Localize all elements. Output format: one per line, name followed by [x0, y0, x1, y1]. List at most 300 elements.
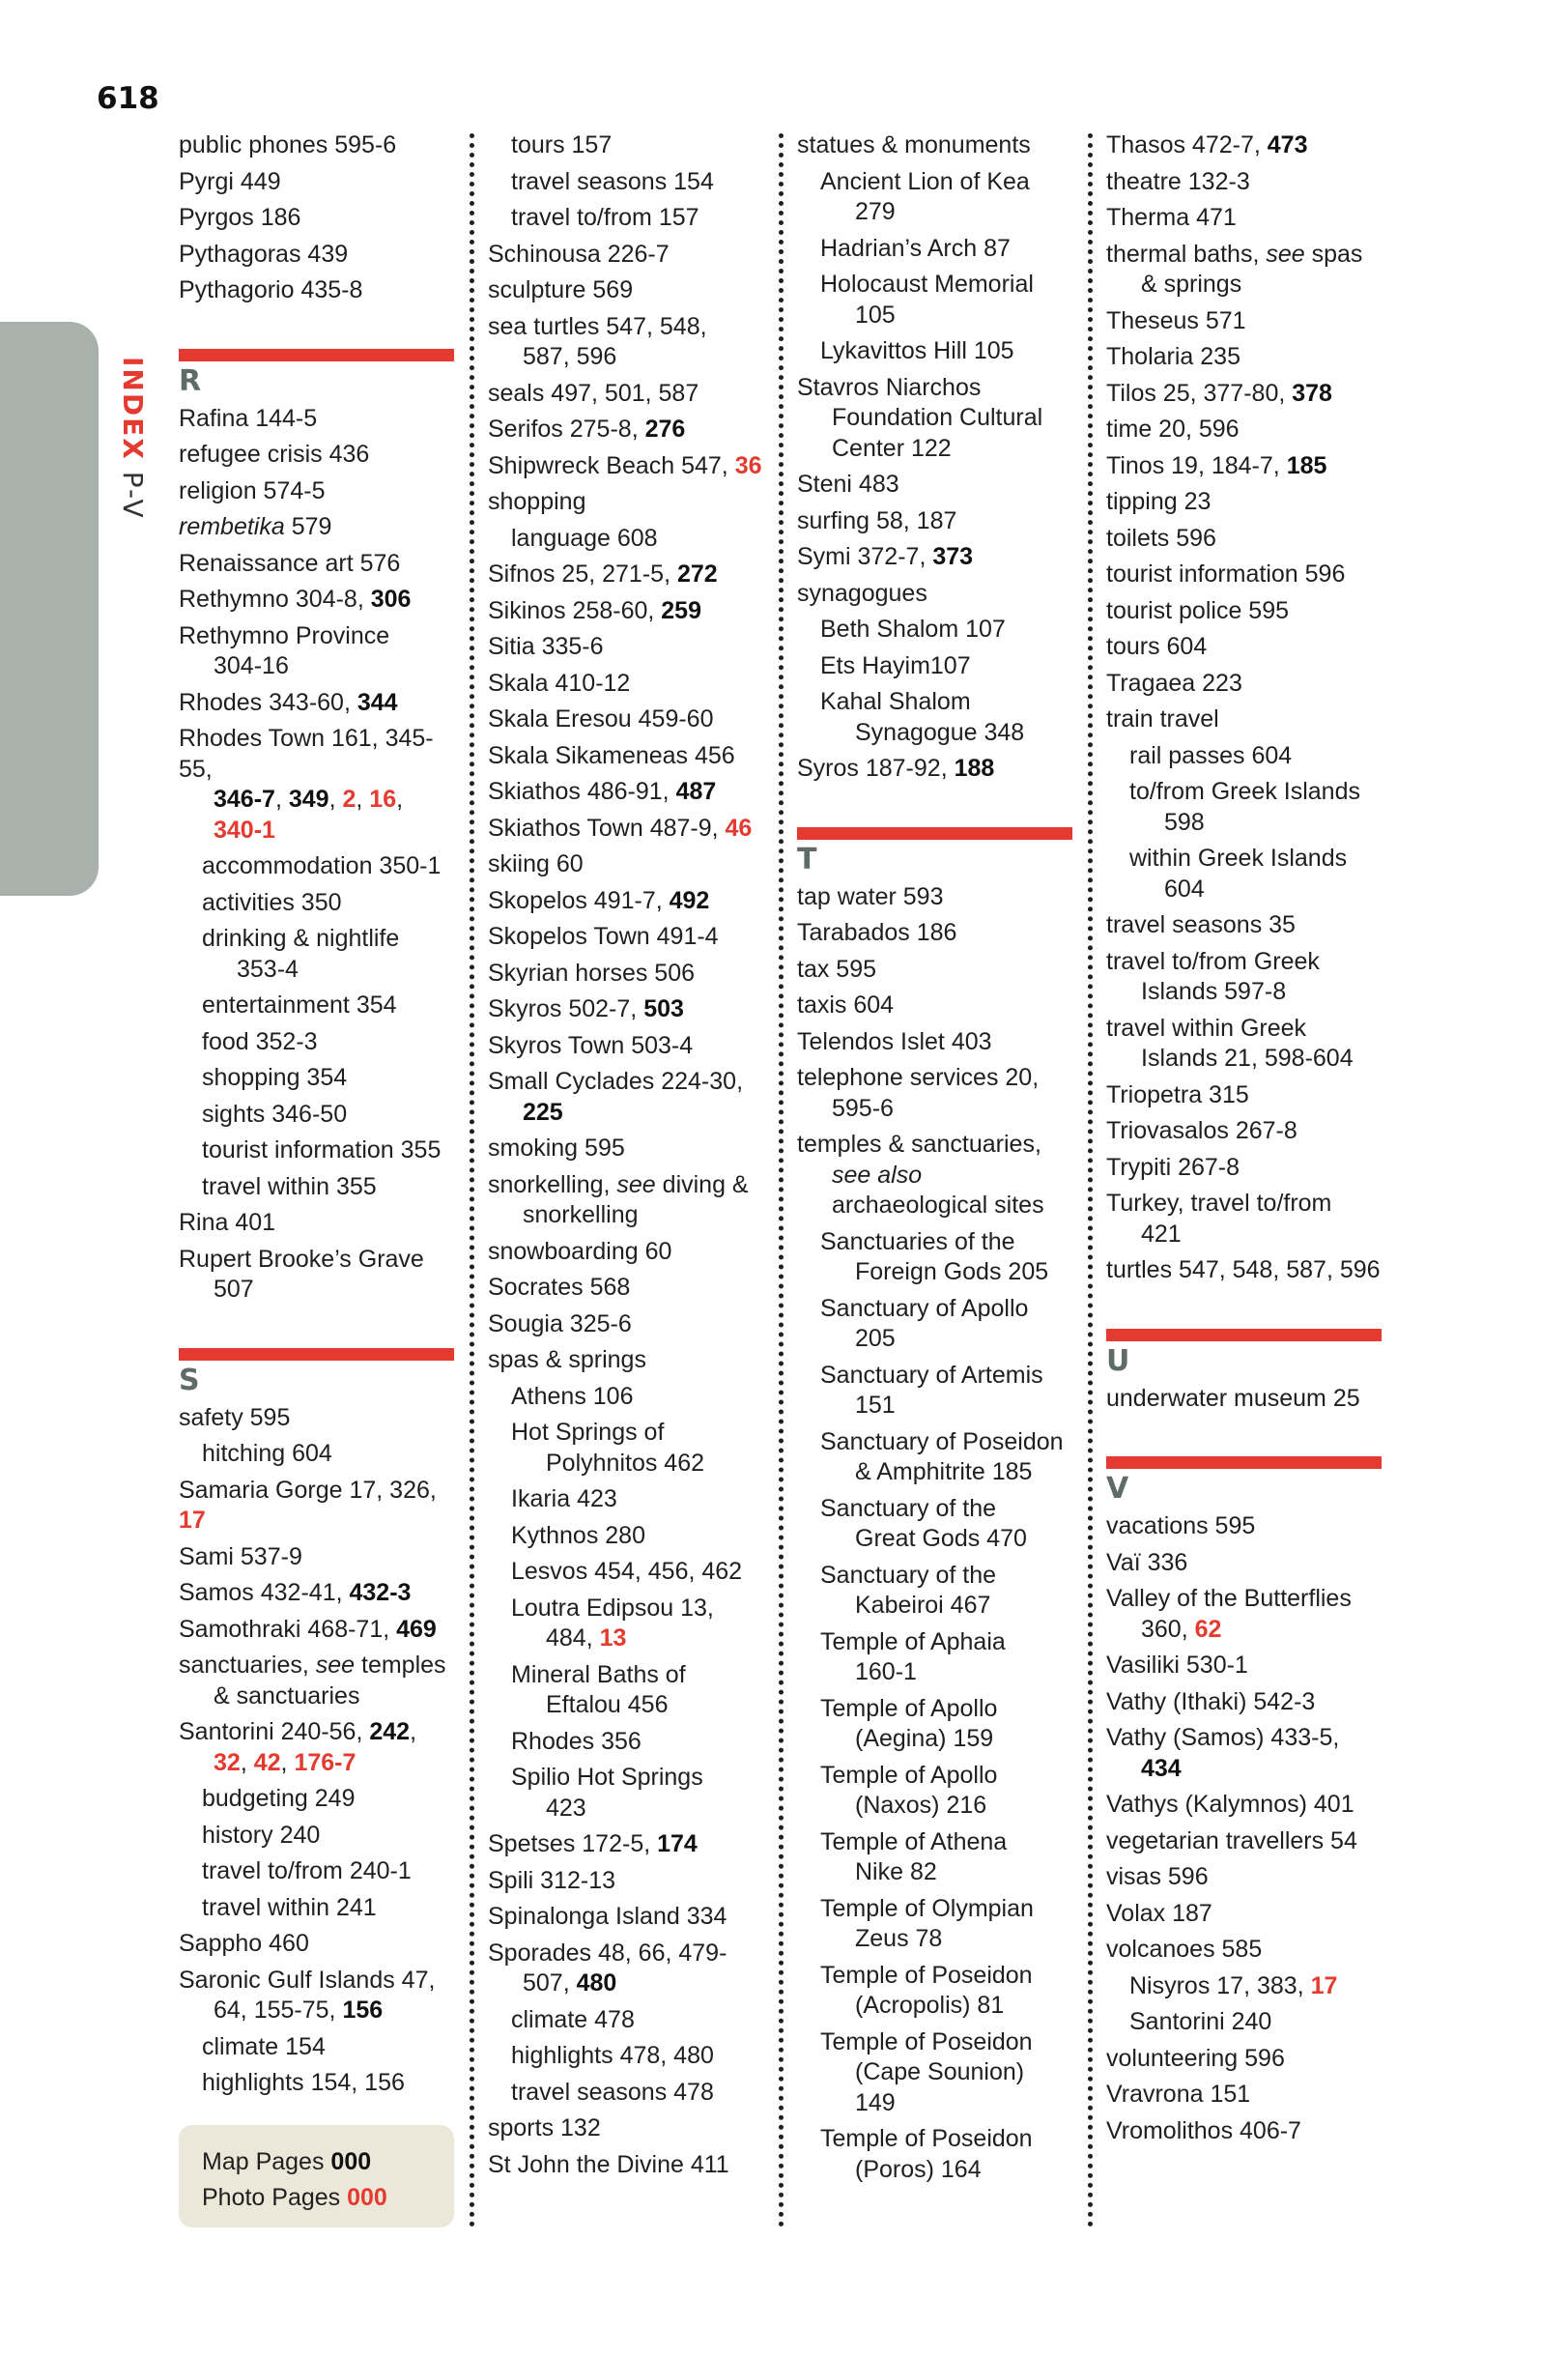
entry-text: Temple of Poseidon	[820, 1961, 1033, 1989]
index-subentry	[797, 234, 1077, 265]
index-subentry	[179, 1893, 454, 1924]
index-column-3	[797, 130, 1077, 2191]
page-ref-bold: 306	[370, 586, 412, 613]
entry-text: tourist information 355	[202, 1136, 442, 1164]
index-entry	[797, 1063, 1077, 1124]
entry-line	[488, 1171, 749, 1198]
entry-text: travel within Greek	[1106, 1014, 1307, 1042]
index-subentry	[179, 851, 454, 882]
index-subentry	[1106, 741, 1386, 772]
index-entry	[1106, 342, 1386, 373]
entry-text: public phones 595-6	[179, 131, 397, 158]
index-entry	[488, 2113, 768, 2144]
entry-text: Synagogue 348	[855, 718, 1025, 746]
entry-text: food 352-3	[202, 1027, 318, 1055]
entry-text: 151	[855, 1392, 896, 1419]
entry-text: Skala Sikameneas 456	[488, 741, 735, 769]
map-pages-line	[202, 2144, 431, 2180]
index-column-2	[488, 130, 768, 2186]
entry-text: skiing 60	[488, 850, 584, 877]
entry-text: Kythnos 280	[511, 1521, 645, 1549]
entry-text: 421	[1141, 1220, 1182, 1248]
entry-text: & springs	[1141, 271, 1242, 298]
entry-text: turtles 547, 548, 587, 596	[1106, 1256, 1381, 1283]
index-subentry	[1106, 2007, 1386, 2038]
index-entry	[488, 240, 768, 271]
page-ref-bold: 434	[1141, 1754, 1182, 1782]
page-ref-bold: 174	[657, 1830, 698, 1857]
entry-line	[488, 342, 768, 373]
entry-text: Samos 432-41,	[179, 1579, 350, 1606]
index-entry	[488, 1829, 768, 1860]
index-entry	[179, 549, 454, 580]
index-subentry	[797, 336, 1077, 367]
entry-text: volunteering 596	[1106, 2044, 1285, 2072]
entry-text: Skyros Town 503-4	[488, 1031, 694, 1059]
entry-text: telephone services 20,	[797, 1064, 1040, 1091]
entry-text: climate 478	[511, 2005, 635, 2033]
index-entry	[179, 1717, 454, 1778]
entry-text: theatre 132-3	[1106, 167, 1250, 195]
entry-line	[488, 1098, 768, 1129]
entry-text: thermal baths,	[1106, 240, 1267, 268]
index-entry	[179, 275, 454, 306]
entry-text: synagogues	[797, 579, 927, 607]
index-entry	[1106, 2116, 1386, 2147]
index-subentry	[797, 1227, 1077, 1288]
entry-text: Volax 187	[1106, 1899, 1212, 1927]
index-entry	[179, 724, 454, 846]
index-subentry	[179, 1172, 454, 1203]
index-entry	[1106, 596, 1386, 627]
entry-line	[820, 1962, 1033, 1989]
entry-line	[820, 1828, 1007, 1855]
entry-line	[1129, 778, 1360, 805]
entry-text: travel to/from Greek	[1106, 947, 1320, 975]
index-entry	[488, 1237, 768, 1268]
entry-text: snorkelling	[523, 1201, 639, 1228]
entry-text: shopping	[488, 488, 586, 515]
index-entry	[488, 1134, 768, 1164]
index-entry	[1106, 1548, 1386, 1579]
entry-text: to/from Greek Islands	[1129, 778, 1360, 805]
entry-text: surfing 58, 187	[797, 506, 957, 534]
map-pages-value: 000	[330, 2148, 372, 2175]
page-ref-bold: 469	[396, 1615, 437, 1643]
entry-text: Spetses 172-5,	[488, 1830, 658, 1857]
index-entry	[797, 470, 1077, 501]
index-subentry	[1106, 777, 1386, 838]
entry-line	[179, 725, 434, 783]
index-subentry	[179, 991, 454, 1021]
entry-text: snowboarding 60	[488, 1237, 672, 1265]
entry-text: Zeus 78	[855, 1925, 943, 1952]
entry-line	[797, 1131, 1041, 1158]
page-ref-bold: 346-7	[214, 786, 275, 813]
entry-text: 205	[855, 1325, 896, 1352]
index-entry	[488, 596, 768, 627]
entry-text: Sougia 325-6	[488, 1309, 632, 1337]
entry-text: Serifos 275-8,	[488, 416, 645, 443]
entry-line	[797, 403, 1077, 434]
entry-line	[820, 1362, 1043, 1389]
index-entry	[1106, 167, 1386, 198]
entry-text: (Naxos) 216	[855, 1792, 987, 1819]
entry-text: Skiathos 486-91,	[488, 778, 676, 805]
index-entry	[179, 1651, 454, 1711]
entry-line	[820, 1228, 1015, 1255]
entry-text: Eftalou 456	[546, 1691, 669, 1718]
entry-text: 160-1	[855, 1658, 917, 1685]
entry-line	[820, 1924, 1077, 1955]
entry-line	[820, 2155, 1077, 2186]
entry-line	[797, 434, 1077, 465]
entry-text: Islands 597-8	[1141, 978, 1287, 1005]
index-entry	[488, 849, 768, 880]
index-entry	[488, 487, 768, 518]
entry-text: seals 497, 501, 587	[488, 379, 699, 407]
index-entry	[797, 130, 1077, 161]
entry-text: Mineral Baths of	[511, 1660, 686, 1688]
entry-text: Vravrona 151	[1106, 2081, 1251, 2108]
entry-text: 484,	[546, 1624, 600, 1652]
entry-text: visas 596	[1106, 1863, 1209, 1890]
index-subentry	[797, 687, 1077, 748]
entry-text: Spinalonga Island 334	[488, 1903, 727, 1930]
entry-text: 604	[1164, 875, 1205, 903]
page-ref-photo: 2	[342, 786, 356, 813]
index-subentry	[797, 1427, 1077, 1488]
entry-text: Therma 471	[1106, 204, 1237, 231]
entry-line	[511, 1419, 664, 1446]
index-label: INDEX	[117, 357, 149, 461]
index-entry	[1106, 669, 1386, 700]
entry-text: sanctuaries,	[179, 1652, 316, 1679]
index-subentry	[179, 1821, 454, 1852]
entry-text: Vathy (Ithaki) 542-3	[1106, 1687, 1316, 1715]
entry-line	[511, 1623, 768, 1654]
entry-text: Vathy (Samos) 433-5,	[1106, 1724, 1340, 1751]
index-entry	[797, 1027, 1077, 1058]
index-subentry	[797, 1894, 1077, 1955]
entry-line	[797, 1191, 1077, 1221]
entry-text: Vathys (Kalymnos) 401	[1106, 1791, 1354, 1818]
index-subentry	[797, 1627, 1077, 1688]
entry-text: Skala Eresou 459-60	[488, 705, 714, 733]
entry-line	[179, 816, 454, 847]
entry-text: Spilio Hot Springs	[511, 1764, 703, 1791]
index-entry	[1106, 379, 1386, 410]
entry-line	[1129, 875, 1386, 905]
entry-text: Saronic Gulf Islands 47,	[179, 1966, 436, 1994]
index-entry	[488, 922, 768, 953]
page-ref-bold: 378	[1292, 379, 1332, 407]
entry-text: within Greek Islands	[1129, 845, 1348, 872]
entry-text: Thasos 472-7,	[1106, 131, 1268, 158]
entry-text: tipping 23	[1106, 488, 1212, 515]
index-entry	[797, 506, 1077, 537]
index-subentry	[797, 1361, 1077, 1422]
entry-line	[488, 1068, 743, 1095]
entry-text: Sanctuaries of the	[820, 1227, 1015, 1255]
index-subentry	[179, 1027, 454, 1058]
entry-line	[820, 1762, 997, 1789]
entry-text: vacations 595	[1106, 1512, 1256, 1539]
entry-line	[820, 1524, 1077, 1555]
index-entry	[488, 275, 768, 306]
entry-text: travel to/from 157	[511, 204, 699, 231]
entry-text: travel within 241	[202, 1893, 377, 1921]
index-subentry	[1106, 844, 1386, 905]
entry-line	[511, 1661, 686, 1688]
entry-text: Pyrgos 186	[179, 204, 301, 231]
entry-text: sights 346-50	[202, 1100, 348, 1128]
index-entry	[1106, 451, 1386, 482]
index-subentry	[797, 1494, 1077, 1555]
entry-text: language 608	[511, 524, 658, 552]
entry-text: hitching 604	[202, 1440, 332, 1467]
index-subentry	[179, 1439, 454, 1470]
entry-line	[820, 197, 1077, 228]
index-entry	[179, 1476, 454, 1537]
entry-line	[1106, 1585, 1352, 1612]
section-header-t	[797, 827, 1077, 878]
entry-text: vegetarian travellers 54	[1106, 1826, 1357, 1854]
entry-text: Rhodes Town 161, 345-55,	[179, 725, 434, 783]
entry-text: & sanctuaries	[214, 1681, 360, 1710]
index-subentry	[797, 2124, 1077, 2185]
entry-text: Center 122	[832, 434, 952, 462]
index-entry	[1106, 1014, 1386, 1075]
index-entry	[488, 451, 768, 482]
entry-text: Socrates 568	[488, 1274, 631, 1301]
entry-text: toilets 596	[1106, 524, 1216, 552]
entry-line	[1106, 948, 1320, 975]
index-entry	[1106, 1384, 1386, 1415]
index-subentry	[179, 1784, 454, 1815]
entry-text: Vromolithos 406-7	[1106, 2116, 1301, 2144]
entry-text: Hadrian’s Arch 87	[820, 234, 1011, 262]
entry-line	[820, 2125, 1033, 2152]
entry-text: Tarabados 186	[797, 919, 957, 946]
entry-text: Foreign Gods 205	[855, 1258, 1049, 1285]
entry-text: Rupert Brooke’s Grave	[179, 1245, 424, 1273]
index-subentry	[179, 1856, 454, 1887]
entry-text: statues & monuments	[797, 131, 1031, 158]
entry-text: 507,	[523, 1969, 577, 1997]
entry-text: Sami 537-9	[179, 1542, 302, 1570]
entry-text: Sanctuary of Apollo	[820, 1294, 1029, 1322]
entry-line	[1106, 1190, 1331, 1217]
entry-line	[820, 1457, 1077, 1488]
section-bar	[179, 1348, 454, 1361]
entry-text: Stavros Niarchos	[797, 373, 982, 401]
entry-text: sculpture 569	[488, 276, 634, 303]
entry-text: Great Gods 470	[855, 1525, 1027, 1552]
index-subentry	[488, 524, 768, 555]
entry-line	[820, 2057, 1077, 2088]
entry-line	[488, 1968, 768, 1999]
entry-text: ,	[356, 786, 370, 813]
entry-text: time 20, 596	[1106, 416, 1240, 443]
index-entry	[179, 585, 454, 616]
entry-text: rail passes 604	[1129, 741, 1293, 769]
page-legend-box	[179, 2125, 454, 2227]
entry-text: Kahal Shalom	[820, 688, 971, 715]
index-entry	[488, 994, 768, 1025]
photo-pages-line	[202, 2180, 431, 2216]
entry-text: 105	[855, 301, 896, 329]
entry-text: Temple of Poseidon	[820, 2027, 1033, 2055]
entry-line	[179, 1246, 424, 1273]
entry-text: Small Cyclades 224-30,	[488, 1068, 744, 1095]
index-entry	[179, 1403, 454, 1434]
entry-line	[820, 1295, 1028, 1322]
index-entry	[179, 1208, 454, 1239]
index-entry	[797, 373, 1077, 465]
entry-text: 304-16	[214, 652, 289, 679]
page-ref-bold: 349	[288, 786, 329, 813]
entry-text: Skala 410-12	[488, 669, 631, 697]
entry-text: Sanctuary of the	[820, 1494, 997, 1522]
entry-text: religion 574-5	[179, 476, 326, 504]
entry-line	[179, 1275, 454, 1306]
index-entry	[179, 1929, 454, 1960]
entry-text: highlights 478, 480	[511, 2042, 714, 2069]
entry-text: Ancient Lion of Kea	[820, 167, 1030, 195]
entry-text: temples	[355, 1652, 446, 1679]
index-column-4	[1106, 130, 1386, 2152]
entry-text: ,	[396, 786, 404, 813]
index-entry	[179, 1966, 454, 2026]
entry-text: Rhodes 343-60,	[179, 688, 357, 716]
entry-text: diving &	[655, 1170, 749, 1198]
index-entry	[488, 1345, 768, 1376]
entry-line	[820, 271, 1034, 298]
page-ref-bold: 344	[356, 688, 398, 716]
entry-text: Loutra Edipsou 13,	[511, 1594, 714, 1622]
page-ref-bold: 225	[523, 1098, 563, 1126]
entry-text: Theseus 571	[1106, 306, 1246, 334]
italic-text: see	[616, 1170, 656, 1198]
index-entry	[1106, 1080, 1386, 1111]
page-ref-bold: 272	[676, 560, 718, 588]
page-ref-photo: 42	[253, 1748, 281, 1776]
entry-text: 353-4	[237, 955, 299, 983]
page-ref-bold: 185	[1286, 451, 1327, 479]
entry-text: Sitia 335-6	[488, 633, 604, 660]
entry-text: refugee crisis 436	[179, 441, 370, 468]
entry-text: tourist information 596	[1106, 560, 1346, 588]
entry-text: highlights 154, 156	[202, 2069, 405, 2096]
index-entry	[179, 621, 454, 682]
entry-text: Temple of Aphaia	[820, 1627, 1006, 1655]
index-entry	[179, 167, 454, 198]
entry-text: history 240	[202, 1821, 321, 1849]
entry-text: entertainment 354	[202, 991, 397, 1019]
page-ref-bold: 473	[1267, 131, 1308, 158]
photo-pages-label: Photo Pages	[202, 2184, 348, 2211]
index-entry	[1106, 947, 1386, 1008]
entry-text: Tinos 19, 184-7,	[1106, 451, 1287, 479]
entry-line	[820, 718, 1077, 749]
entry-line	[820, 1324, 1077, 1355]
entry-text: travel within 355	[202, 1172, 377, 1200]
entry-line	[820, 1562, 996, 1589]
index-subentry	[488, 1763, 768, 1824]
index-range-label: P-V	[117, 471, 149, 520]
entry-text: & Amphitrite 185	[855, 1458, 1033, 1485]
entry-text: underwater museum 25	[1106, 1384, 1360, 1412]
page-ref-bold: 156	[342, 1997, 384, 2024]
entry-text: (Poros) 164	[855, 2155, 982, 2183]
index-subentry	[797, 1961, 1077, 2022]
column-divider	[779, 133, 784, 2228]
entry-line	[202, 925, 399, 952]
index-subentry	[179, 2032, 454, 2063]
entry-line	[511, 1794, 768, 1824]
entry-text: Hot Springs of	[511, 1419, 665, 1446]
index-entry	[179, 130, 454, 161]
entry-line	[1106, 1615, 1386, 1646]
entry-text: Steni 483	[797, 471, 899, 498]
entry-line	[1106, 1220, 1386, 1250]
entry-line	[179, 785, 454, 816]
entry-text: Temple of Athena	[820, 1827, 1008, 1855]
entry-line	[820, 1857, 1077, 1888]
map-pages-label: Map Pages	[202, 2148, 331, 2175]
entry-text: ,	[328, 786, 343, 813]
entry-line	[1129, 845, 1347, 872]
index-subentry	[488, 1594, 768, 1654]
entry-text: Lykavittos Hill 105	[820, 337, 1014, 364]
entry-text: Ets Hayim107	[820, 651, 971, 679]
index-entry	[179, 1615, 454, 1646]
entry-text: 598	[1164, 808, 1205, 836]
entry-text: Sanctuary of Artemis	[820, 1361, 1043, 1389]
entry-line	[797, 1094, 1077, 1125]
index-entry	[1106, 1116, 1386, 1147]
index-subentry	[488, 130, 768, 161]
index-subentry	[797, 167, 1077, 228]
entry-line	[179, 1967, 435, 1994]
index-entry	[179, 440, 454, 471]
index-entry	[488, 1067, 768, 1128]
index-subentry	[797, 1294, 1077, 1355]
section-header-s	[179, 1348, 454, 1399]
entry-text: Polyhnitos 462	[546, 1449, 705, 1477]
entry-text: Temple of Olympian	[820, 1894, 1034, 1922]
index-subentry	[797, 1561, 1077, 1622]
entry-text: Beth Shalom 107	[820, 616, 1006, 643]
entry-text: ,	[410, 1718, 417, 1745]
index-subentry	[797, 1694, 1077, 1755]
index-entry	[1106, 1584, 1386, 1645]
entry-text: 360,	[1141, 1615, 1195, 1643]
entry-line	[202, 955, 454, 986]
index-entry	[1106, 1826, 1386, 1857]
index-subentry	[179, 1063, 454, 1094]
entry-line	[488, 1939, 727, 1967]
index-entry	[1106, 1511, 1386, 1542]
entry-text: travel seasons 478	[511, 2078, 714, 2106]
index-entry	[488, 1031, 768, 1062]
index-subentry	[488, 2005, 768, 2036]
index-subentry	[488, 1660, 768, 1721]
entry-text: Syros 187-92,	[797, 755, 955, 782]
entry-text: Athens 106	[511, 1382, 634, 1410]
index-entry	[1106, 2080, 1386, 2111]
